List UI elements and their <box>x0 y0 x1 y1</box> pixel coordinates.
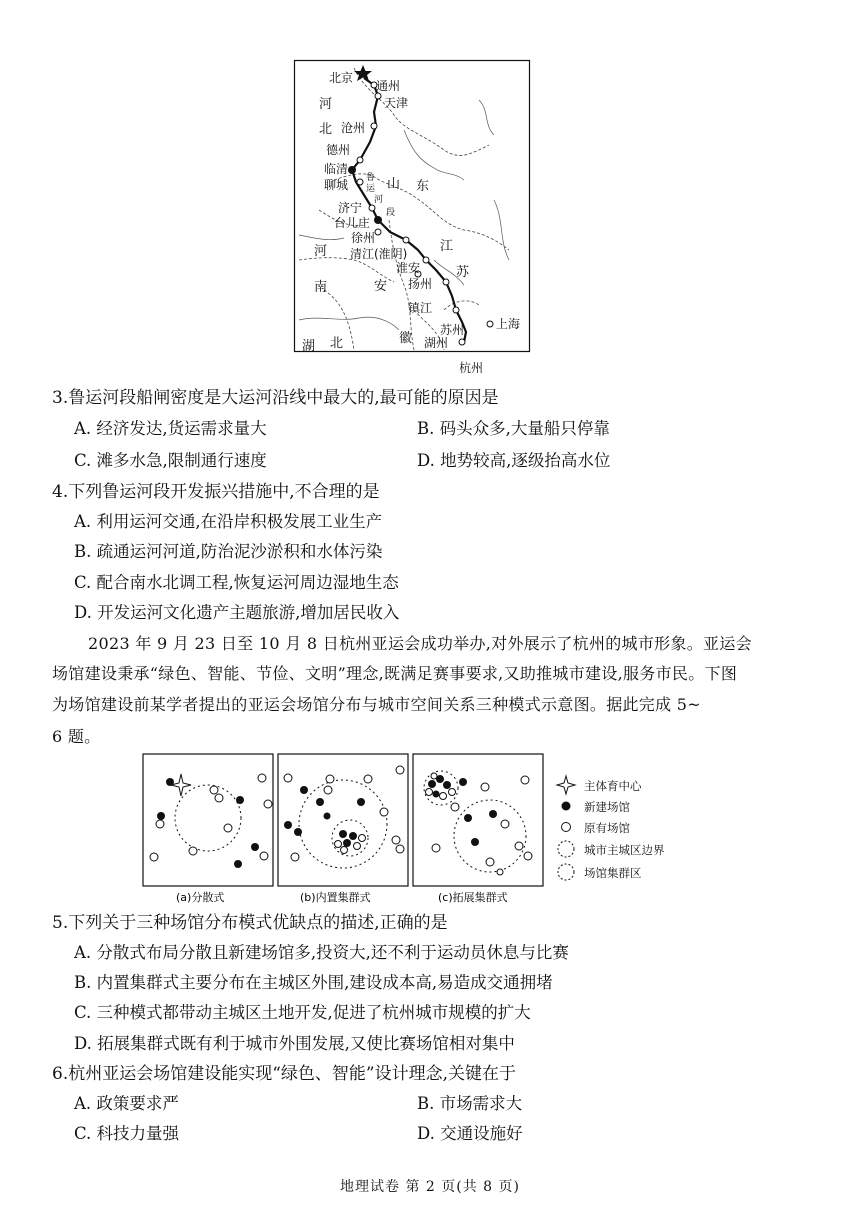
q6-option-d[interactable]: D. 交通设施好 <box>417 1124 523 1143</box>
city-label: 天津 <box>384 96 409 110</box>
grand-canal-map <box>294 60 530 375</box>
region-label: 河 <box>314 244 328 259</box>
region-label: 徽 <box>399 331 413 346</box>
region-label: 北 <box>319 122 333 137</box>
q4-option-c[interactable]: C. 配合南水北调工程,恢复运河周边湿地生态 <box>74 573 399 592</box>
region-label: 山 <box>387 177 401 192</box>
city-label: 北京 <box>329 71 354 85</box>
city-label: 聊城 <box>324 178 349 192</box>
q4-option-d[interactable]: D. 开发运河文化遗产主题旅游,增加居民收入 <box>74 603 400 622</box>
figure-caption: (a)分散式 <box>176 891 225 904</box>
segment-label: 鲁 <box>366 173 376 183</box>
new-venue-symbol-icon <box>562 802 571 811</box>
question-3-stem: 3.鲁运河段船闸密度是大运河沿线中最大的,最可能的原因是 <box>52 388 499 408</box>
passage-line: 2023 年 9 月 23 日至 10 月 8 日杭州亚运会成功举办,对外展示了杭州的城市形象。亚运会 <box>88 634 752 653</box>
q3-option-a[interactable]: A. 经济发达,货运需求量大 <box>74 419 267 438</box>
q3-option-b[interactable]: B. 码头众多,大量船只停靠 <box>417 419 610 438</box>
q4-option-a[interactable]: A. 利用运河交通,在沿岸积极发展工业生产 <box>74 512 383 531</box>
figure-caption: (b)内置集群式 <box>300 891 371 904</box>
legend-symbols <box>554 774 578 884</box>
region-label: 江 <box>440 239 454 254</box>
legend-cluster: 场馆集群区 <box>584 866 642 880</box>
panel-b-inner-cluster <box>278 754 408 886</box>
q6-option-b[interactable]: B. 市场需求大 <box>417 1094 523 1113</box>
region-label: 河 <box>319 97 333 112</box>
city-label: 镇江 <box>408 301 433 315</box>
q6-option-c[interactable]: C. 科技力量强 <box>74 1124 180 1143</box>
city-label: 苏州 <box>440 323 465 337</box>
region-label: 东 <box>416 179 430 194</box>
city-label: 临清 <box>324 162 349 176</box>
q3-option-d[interactable]: D. 地势较高,逐级抬高水位 <box>417 451 611 470</box>
city-label: 济宁 <box>338 201 363 215</box>
star-symbol-icon <box>557 776 575 794</box>
q5-option-d[interactable]: D. 拓展集群式既有利于城市外围发展,又使比赛场馆相对集中 <box>74 1034 515 1053</box>
city-label: 台儿庄 <box>334 216 371 230</box>
passage-line: 6 题。 <box>52 727 101 746</box>
boundary-symbol-icon <box>558 841 574 857</box>
passage-line: 场馆建设秉承“绿色、智能、节俭、文明”理念,既满足赛事要求,又助推城市建设,服务市民。下图 <box>52 664 738 683</box>
q4-option-b[interactable]: B. 疏通运河河道,防治泥沙淤积和水体污染 <box>74 542 383 561</box>
city-label: 上海 <box>496 317 521 331</box>
legend-old: 原有场馆 <box>584 821 630 835</box>
legend-center: 主体育中心 <box>584 779 642 793</box>
panel-c-extended-cluster <box>413 754 543 886</box>
panel-a-dispersed <box>143 754 273 886</box>
q5-option-c[interactable]: C. 三种模式都带动主城区土地开发,促进了杭州城市规模的扩大 <box>74 1003 531 1022</box>
passage-line: 为场馆建设前某学者提出的亚运会场馆分布与城市空间关系三种模式示意图。据此完成 5~ <box>52 695 701 714</box>
q5-option-b[interactable]: B. 内置集群式主要分布在主城区外围,建设成本高,易造成交通拥堵 <box>74 973 553 992</box>
city-label: 徐州 <box>351 231 376 245</box>
q6-option-a[interactable]: A. 政策要求严 <box>74 1094 179 1113</box>
city-label: 淮安 <box>396 261 421 275</box>
question-5-stem: 5.下列关于三种场馆分布模式优缺点的描述,正确的是 <box>52 913 448 933</box>
city-label: 德州 <box>326 143 351 157</box>
q5-option-a[interactable]: A. 分散式布局分散且新建场馆多,投资大,还不利于运动员休息与比赛 <box>74 943 569 962</box>
question-4-stem: 4.下列鲁运河段开发振兴措施中,不合理的是 <box>52 482 380 502</box>
page-footer: 地理试卷 第 2 页(共 8 页) <box>340 1179 520 1195</box>
region-label: 安 <box>374 279 388 294</box>
city-label: 沧州 <box>341 121 366 135</box>
city-label: 扬州 <box>408 277 433 291</box>
region-label: 湖 <box>302 339 316 354</box>
city-label: 湖州 <box>424 336 449 350</box>
city-label: 杭州 <box>459 361 484 375</box>
question-6-stem: 6.杭州亚运会场馆建设能实现“绿色、智能”设计理念,关键在于 <box>52 1064 517 1084</box>
city-label: 清江(淮阴) <box>350 247 408 261</box>
segment-label: 段 <box>386 208 396 218</box>
region-label: 南 <box>314 280 328 295</box>
q3-option-c[interactable]: C. 滩多水急,限制通行速度 <box>74 451 267 470</box>
region-label: 苏 <box>456 265 470 280</box>
segment-label: 河 <box>374 195 384 205</box>
city-label: 通州 <box>376 79 401 93</box>
legend-boundary: 城市主城区边界 <box>584 843 665 857</box>
region-label: 北 <box>330 336 344 351</box>
venue-pattern-figure <box>140 752 560 912</box>
segment-label: 运 <box>366 184 376 194</box>
old-venue-symbol-icon <box>562 823 571 832</box>
cluster-symbol-icon <box>558 864 574 880</box>
figure-caption: (c)拓展集群式 <box>438 891 508 904</box>
legend-new: 新建场馆 <box>584 800 630 814</box>
